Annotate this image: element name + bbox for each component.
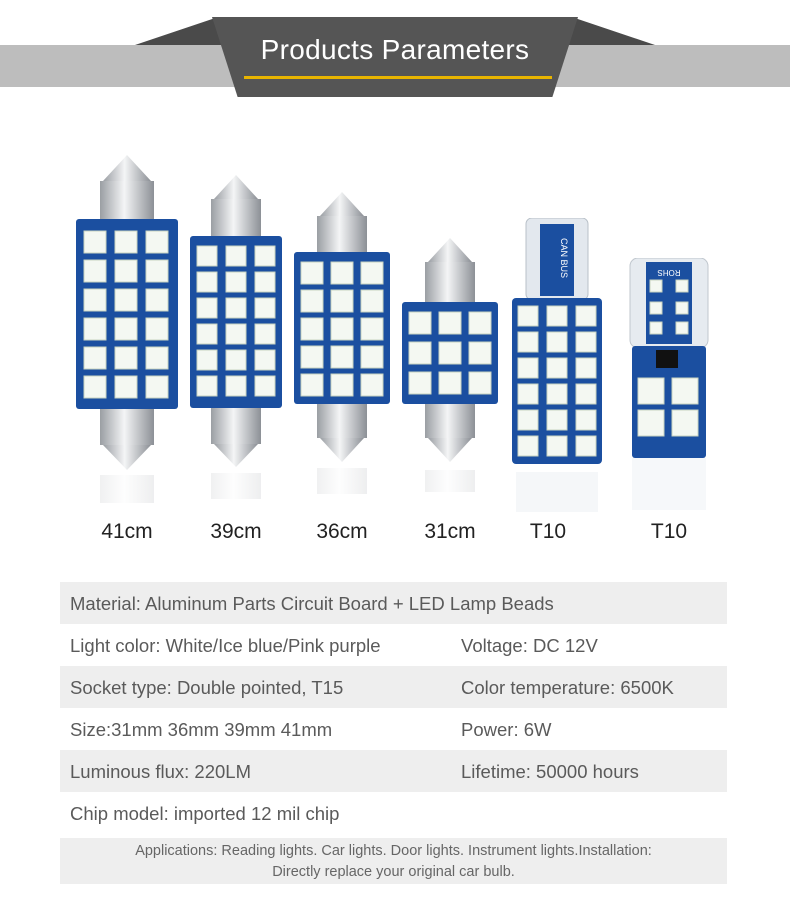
product-size-label: 41cm bbox=[101, 520, 153, 543]
param-row-material bbox=[60, 582, 727, 624]
t10-canbus-bulb-icon bbox=[510, 218, 604, 518]
param-socket-type: Socket type: Double pointed, T15 bbox=[70, 677, 344, 698]
products-gallery bbox=[0, 140, 790, 560]
param-size: Size:31mm 36mm 39mm 41mm bbox=[70, 719, 333, 740]
applications-line-2: Directly replace your original car bulb. bbox=[272, 864, 515, 880]
product-size-label: 36cm bbox=[316, 520, 368, 543]
festoon-led-bulb-icon bbox=[76, 155, 178, 515]
t10-rohs-bulb-icon bbox=[628, 258, 710, 518]
page-title: Products Parameters bbox=[260, 34, 530, 65]
param-lifetime: Lifetime: 50000 hours bbox=[461, 761, 639, 782]
festoon-led-bulb-icon bbox=[402, 238, 498, 508]
festoon-led-bulb-icon bbox=[294, 192, 390, 512]
bulb-print-text: ROHS bbox=[657, 268, 681, 277]
festoon-led-bulb-icon bbox=[190, 175, 282, 515]
applications-line-1: Applications: Reading lights. Car lights. Door lights. Instrument lights.Installation: bbox=[135, 843, 652, 859]
param-row-luminous bbox=[60, 750, 727, 792]
product-size-label: T10 bbox=[650, 520, 688, 543]
title-underline bbox=[244, 76, 552, 79]
applications-note bbox=[60, 838, 727, 884]
param-row-size bbox=[60, 708, 727, 750]
param-chip-model: Chip model: imported 12 mil chip bbox=[70, 803, 340, 824]
param-row-chip bbox=[60, 792, 727, 834]
param-color-temperature: Color temperature: 6500K bbox=[461, 677, 674, 698]
param-luminous-flux: Luminous flux: 220LM bbox=[70, 761, 251, 782]
param-material: Material: Aluminum Parts Circuit Board + LED Lamp Beads bbox=[70, 593, 554, 614]
product-size-label: T10 bbox=[529, 520, 567, 543]
product-size-label: 39cm bbox=[210, 520, 262, 543]
param-light-color: Light color: White/Ice blue/Pink purple bbox=[70, 635, 381, 656]
param-voltage: Voltage: DC 12V bbox=[461, 635, 598, 656]
param-power: Power: 6W bbox=[461, 719, 552, 740]
param-row-light-color bbox=[60, 624, 727, 666]
header-banner bbox=[0, 0, 790, 110]
param-row-socket bbox=[60, 666, 727, 708]
parameters-table bbox=[60, 582, 727, 834]
product-size-label: 31cm bbox=[424, 520, 476, 543]
bulb-print-text: CAN BUS bbox=[559, 237, 569, 279]
